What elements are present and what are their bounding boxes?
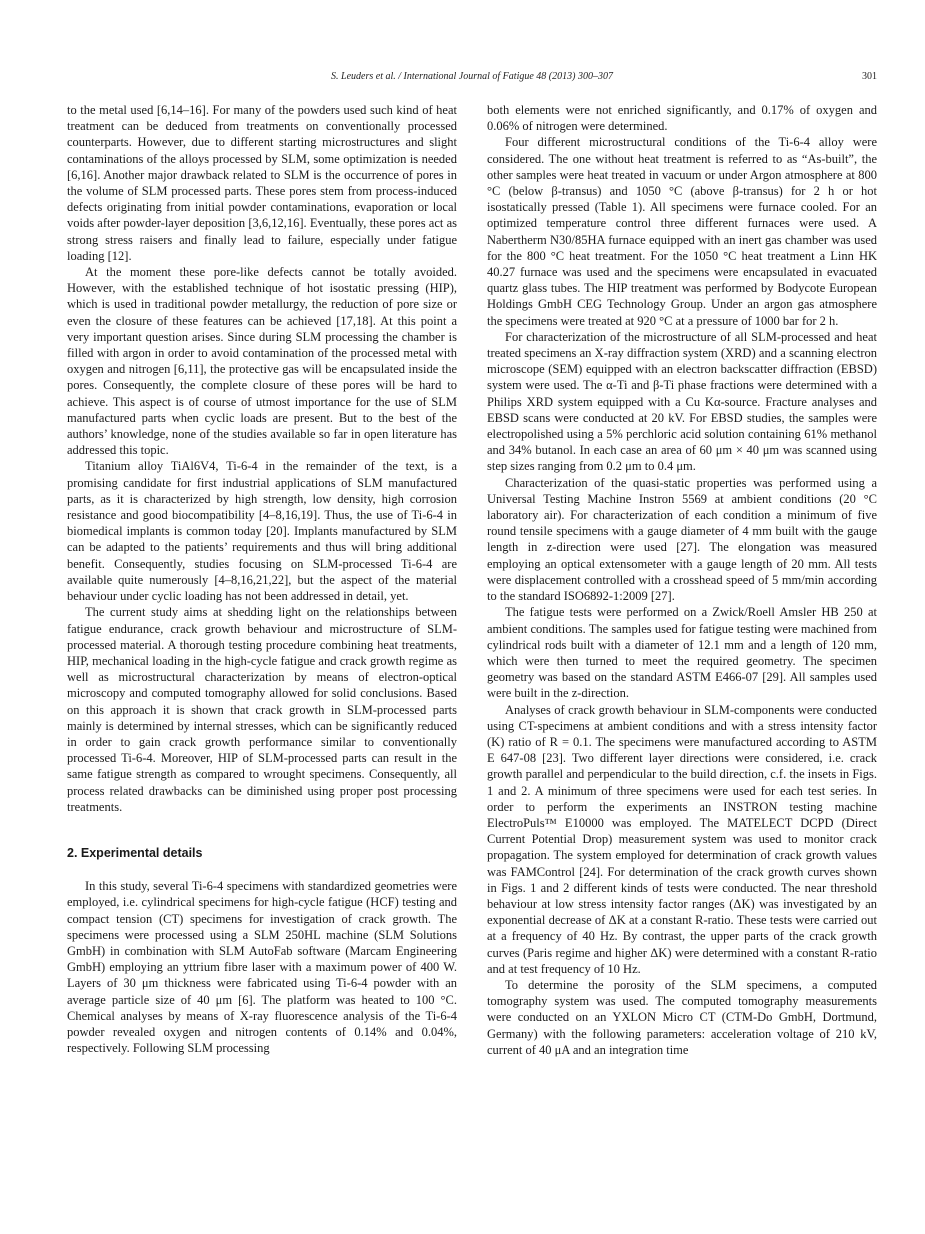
right-column [487, 102, 877, 1058]
paragraph: to the metal used [6,14–16]. For many of the powders used such kind of heat treatment can be deduced from treatments on conventionally processed counterparts. However, due to different starting microstructures and slight contaminations of the alloys processed by SLM, some optimization is needed [6,16]. Another major drawback related to SLM is the occurrence of pores in the volume of SLM processed parts. These pores stem from process-induced defects originating from initial powder contaminations, evaporation or local voids after powder-layer deposition [3,6,12,16]. Eventually, these pores act as strong stress raisers and finally lead to failure, especially under fatigue loading [12]. [67, 103, 457, 263]
paragraph: Characterization of the quasi-static properties was performed using a Universal Testing Machine Instron 5569 at ambient conditions (20 °C laboratory air). For characterization of each condition a minimum of five round tensile specimens with a gauge diameter of 4 mm built with the gauge length in z-direction were used [27]. The elongation was measured employing an optical extensometer with a gauge length of 20 mm. All tests were displacement controlled with a crosshead speed of 5 mm/min according to the standard ISO6892-1:2009 [27]. [487, 475, 877, 604]
running-header [67, 71, 877, 87]
left-column [67, 102, 457, 1056]
paragraph: For characterization of the microstructure of all SLM-processed and heat treated specimens an X-ray diffraction system (XRD) and a scanning electron microscope (SEM) equipped with an electron backscatter diffraction (EBSD) system were used. The α-Ti and β-Ti phase fractions were determined with a Philips XRD system equipped with a Cu Kα-source. Fracture analyses and EBSD scans were conducted at 20 kV. For EBSD studies, the samples were electropolished using a 5% perchloric acid solution containing 61% methanol and 34% butanol. In each case an area of 60 μm × 40 μm was scanned using step sizes ranging from 0.2 μm to 0.4 μm. [487, 329, 877, 474]
paragraph: both elements were not enriched significantly, and 0.17% of oxygen and 0.06% of nitrogen were determined. [487, 103, 877, 134]
section-heading: 2. Experimental details [67, 845, 203, 860]
paragraph: Four different microstructural conditions of the Ti-6-4 alloy were considered. The one without heat treatment is referred to as “As-built”, the other samples were heat treated in vacuum or under Argon atmosphere at 800 °C (below β-transus) and 1050 °C (above β-transus) for 2 h or hot isostatically pressed (Table 1). All specimens were furnace cooled. For an optimized temperature control three different furnaces were used. A Nabertherm N30/85HA furnace equipped with an inert gas chamber was used for the 800 °C heat treatment. For the 1050 °C heat treatment a Linn HK 40.27 furnace was used and the specimens were encapsulated in evacuated quartz glass tubes. The HIP treatment was performed by Bodycote European Holdings GmbH CEG Technology Group. Under an argon gas atmosphere the specimens were treated at 920 °C at a pressure of 1000 bar for 2 h. [487, 135, 877, 328]
paragraph: The current study aims at shedding light on the relationships between fatigue endurance, crack growth behaviour and microstructure of SLM-processed material. A thorough testing procedure combining heat treatments, HIP, mechanical loading in the high-cycle fatigue and crack growth regime as well as microstructural characterization by means of electron-optical microscopy and computed tomography allowed for solid conclusions. Based on this approach it is shown that crack growth in SLM-processed parts mainly is determined by internal stresses, which can be significantly reduced in order to gain crack growth performance similar to conventionally processed Ti-6-4. Moreover, HIP of SLM-processed parts can result in the same fatigue strength as compared to wrought specimens. Consequently, all process related drawbacks can be diminished using proper post processing treatments. [67, 605, 457, 814]
running-title: S. Leuders et al. / International Journal of Fatigue 48 (2013) 300–307 [331, 71, 613, 82]
paragraph: To determine the porosity of the SLM specimens, a computed tomography system was used. The computed tomography measurements were conducted on an YXLON Micro CT (CTM-Do GmbH, Dortmund, Germany) with the following parameters: acceleration voltage of 210 kV, current of 40 μA and an integration time [487, 977, 877, 1057]
page-number: 301 [862, 71, 877, 82]
paragraph: At the moment these pore-like defects cannot be totally avoided. However, with the established technique of hot isostatic pressing (HIP), which is used in traditional powder metallurgy, the reduction of pore size or even the closure of these features can be achieved [17,18]. At this point a very important question arises. Since during SLM processing the chamber is filled with argon in order to avoid contamination of the processed metal with oxygen and nitrogen [6,11], the protective gas will be encapsulated inside the pores. Consequently, the complete closure of these pores will be hard to achieve. This aspect is of course of utmost importance for the use of SLM manufactured parts when cyclic loads are present. But to the best of the authors’ knowledge, none of the studies available so far in open literature has addressed this topic. [67, 265, 457, 458]
paragraph: In this study, several Ti-6-4 specimens with standardized geometries were employed, i.e. cylindrical specimens for high-cycle fatigue (HCF) testing and compact tension (CT) specimens for investigation of crack growth. The specimens were processed using a SLM 250HL machine (SLM Solutions GmbH) in combination with SLM AutoFab software (Marcam Engineering GmbH) employing an yttrium fibre laser with a maximum power of 400 W. Layers of 30 μm thickness were fabricated using Ti-6-4 powder with an average particle size of 40 μm [6]. The platform was heated to 100 °C. Chemical analyses by means of X-ray fluorescence analysis of the Ti-6-4 powder revealed oxygen and nitrogen contents of 0.14% and 0.04%, respectively. Following SLM processing [67, 879, 457, 1056]
paragraph: Analyses of crack growth behaviour in SLM-components were conducted using CT-specimens at ambient conditions and with a stress intensity factor (K) ratio of R = 0.1. The specimens were manufactured according to ASTM E 647-08 [23]. Two different layer directions were considered, i.e. crack growth parallel and perpendicular to the build direction, c.f. the insets in Figs. 1 and 2. A minimum of three specimens were used for each test series. In order to perform the experiments an INSTRON testing machine ElectroPuls™ E10000 was employed. The MATELECT DCPD (Direct Current Potential Drop) measurement system was used to monitor crack propagation. The system employed for determination of crack growth values was FAMControl [24]. For determination of the crack growth curves shown in Figs. 1 and 2 different kinds of tests were conducted. The near threshold behaviour at low stress intensity factor ranges (ΔK) was investigated by an exponential decrease of ΔK at a constant R-ratio. These tests were carried out at a frequency of 40 Hz. By contrast, the upper parts of the crack growth curves (Paris regime and higher ΔK) were determined with a constant R-ratio and at test frequency of 10 Hz. [487, 702, 877, 976]
paragraph: Titanium alloy TiAl6V4, Ti-6-4 in the remainder of the text, is a promising candidate for first industrial applications of SLM manufactured parts, as it is characterized by high strength, low density, high corrosion resistance and good biocompatibility [4–8,16,19]. Thus, the use of Ti-6-4 in biomedical implants is common today [20]. Implants manufactured by SLM can be adapted to the patients’ requirements and thus will bring additional benefit. Consequently, studies focusing on SLM-processed Ti-6-4 are available quite numerously [4–8,16,21,22], but the aspect of the material behaviour under cyclic loading has not been addressed in detail, yet. [67, 459, 457, 604]
paragraph: The fatigue tests were performed on a Zwick/Roell Amsler HB 250 at ambient conditions. The samples used for fatigue testing were machined from cylindrical rods built with a diameter of 12.1 mm and a length of 120 mm, which were then turned to meet the required geometry. The specimen geometry was based on the standard ASTM E466-07 [29]. All samples used were built in the z-direction. [487, 605, 877, 701]
